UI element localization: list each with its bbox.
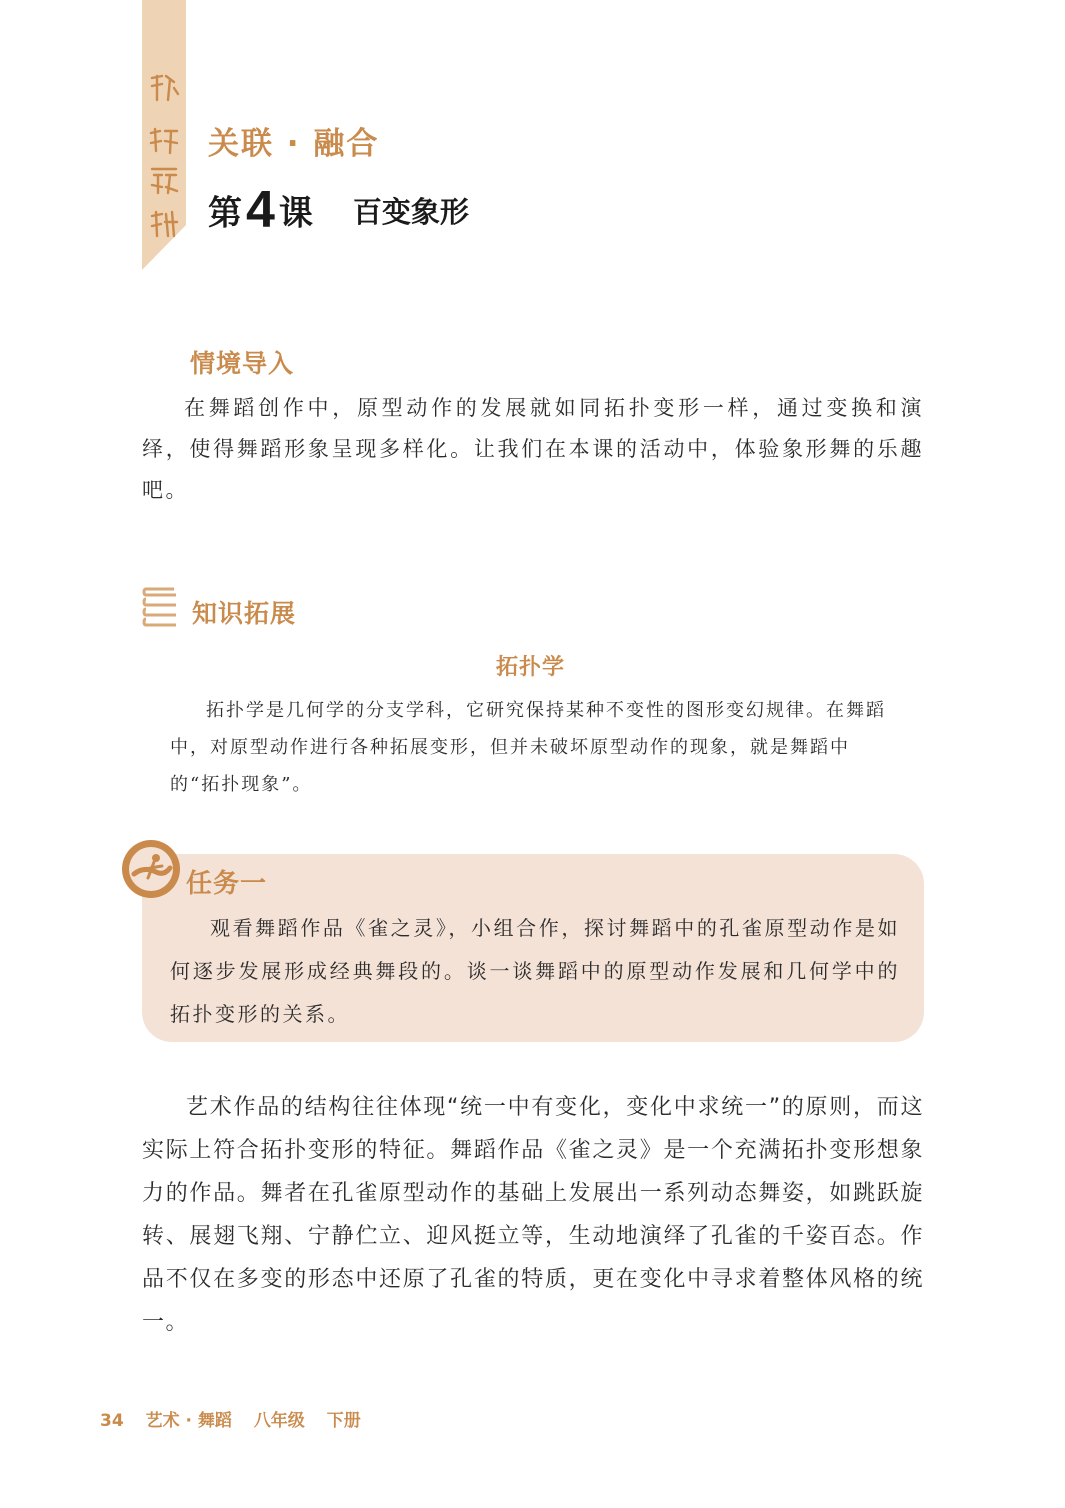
main-text: 艺术作品的结构往往体现“统一中有变化，变化中求统一”的原则，而这实际上符合拓扑变形的特征。舞蹈作品《雀之灵》是一个充满拓扑变形想象力的作品。舞者在孔雀原型动作的基础上发展出一系列动态舞姿，如跳跃旋转、展翅飞翔、宁静伫立、迎风挺立等，生动地演绎了孔雀的千姿百态。作品不仅在多变的形态中还原了孔雀的特质，更在变化中寻求着整体风格的统一。 [142,1095,924,1335]
lesson-prefix: 第 [208,193,242,234]
book-stack-icon [142,583,178,627]
task-text: 观看舞蹈作品《雀之灵》，小组合作，探讨舞蹈中的孔雀原型动作是如何逐步发展形成经典舞段的。谈一谈舞蹈中的原型动作发展和几何学中的拓扑变形的关系。 [170,916,900,1026]
seal-glyph-icon [148,125,180,157]
seal-glyph-icon [148,165,180,197]
page-footer [100,1406,377,1431]
volume: 下册 [326,1411,361,1431]
lesson-name: 百变象形 [352,194,469,229]
intro-heading: 情境导入 [190,349,295,378]
seal-glyph-icon [148,208,180,240]
grade: 八年级 [253,1411,305,1431]
book-title: 艺术 · 舞蹈 [145,1411,232,1431]
knowledge-text: 拓扑学是几何学的分支学科，它研究保持某种不变性的图形变幻规律。在舞蹈中，对原型动作进行各种拓展变形，但并未破坏原型动作的现象，就是舞蹈中的“拓扑现象”。 [170,700,886,795]
intro-text: 在舞蹈创作中，原型动作的发展就如同拓扑变形一样，通过变换和演绎，使得舞蹈形象呈现多样化。让我们在本课的活动中，体验象形舞的乐趣吧。 [142,396,924,502]
lesson-suffix: 课 [278,193,313,234]
lesson-number: 4 [246,181,275,239]
lesson-title [208,180,469,240]
knowledge-heading: 知识拓展 [192,599,297,628]
unit-title: 关联 · 融合 [208,126,380,162]
seal-glyph-icon [148,72,180,104]
knowledge-subtitle: 拓扑学 [496,655,566,680]
page-number: 34 [100,1411,124,1431]
dancer-badge-icon [120,838,182,900]
task-heading: 任务一 [186,869,268,899]
